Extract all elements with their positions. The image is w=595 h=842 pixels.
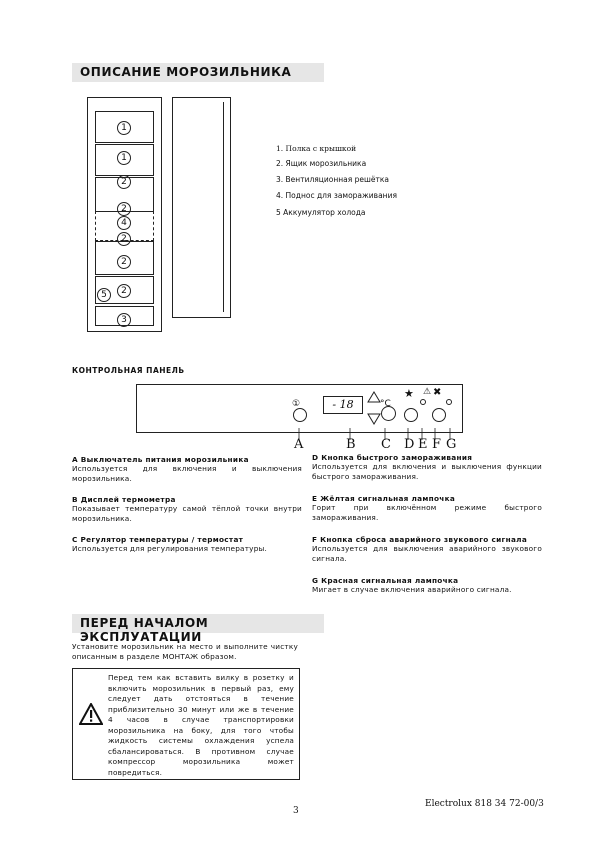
control-panel-diagram — [136, 384, 463, 433]
callout-number: 4 — [117, 216, 131, 230]
item-description: Используется для регулирования температуры. — [72, 544, 268, 553]
item-heading: E Жёлтая сигнальная лампочка — [312, 494, 456, 503]
power-symbol: ① — [292, 399, 301, 409]
label-f: F — [432, 437, 442, 452]
label-d: D — [404, 437, 415, 452]
alarm-reset-button — [432, 408, 446, 422]
legend-item: 1. Полка с крышкой — [276, 144, 357, 153]
section-banner-description — [72, 63, 324, 82]
label-e: E — [418, 437, 428, 452]
item-description: Используется для включения и выключения морозильника. — [72, 464, 302, 483]
callout-number: 1 — [117, 121, 131, 135]
section-title: ПЕРЕД НАЧАЛОМ ЭКСПЛУАТАЦИИ — [80, 616, 209, 644]
callout-number: 2 — [117, 255, 131, 269]
item-heading: D Кнопка быстрого замораживания — [312, 453, 473, 462]
legend-item: 2. Ящик морозильника — [276, 159, 367, 168]
yellow-lamp-icon — [420, 399, 426, 405]
thermometer-display: - 18 — [323, 396, 363, 414]
freezer-diagram — [87, 97, 162, 332]
callout-number: 2 — [117, 284, 131, 298]
item-heading: A Выключатель питания морозильника — [72, 455, 249, 464]
legend-item: 4. Поднос для замораживания — [276, 191, 397, 200]
section-title: ОПИСАНИЕ МОРОЗИЛЬНИКА — [80, 65, 292, 79]
item-heading: B Дисплей термометра — [72, 495, 176, 504]
warning-box — [72, 668, 300, 780]
control-panel-title: КОНТРОЛЬНАЯ ПАНЕЛЬ — [72, 366, 185, 375]
callout-number: 5 — [97, 288, 111, 302]
fast-freeze-button — [404, 408, 418, 422]
item-heading: F Кнопка сброса аварийного звукового сигнала — [312, 535, 528, 544]
footer-brand: Electrolux 818 34 72-00/3 — [425, 799, 544, 809]
door-inner-panel — [178, 102, 224, 312]
warning-triangle-icon — [79, 703, 103, 725]
section-banner-before-use — [72, 614, 324, 644]
callout-number: 3 — [117, 313, 131, 327]
label-c: C — [381, 437, 391, 452]
callout-number: 2 — [117, 202, 131, 216]
items-left-column — [72, 455, 302, 554]
item-description: Показывает температуру самой тёплой точки внутри морозильника. — [72, 504, 302, 523]
item-description: Используется для выключения аварийного звукового сигнала. — [312, 544, 542, 563]
page-number: 3 — [293, 806, 299, 816]
item-description: Используется для включения и выключения функции быстрого замораживания. — [312, 462, 542, 481]
callout-number: 2 — [117, 175, 131, 189]
alarm-warning-icon: ⚠ — [423, 387, 432, 397]
item-description: Горит при включённом режиме быстрого замораживания. — [312, 503, 542, 522]
legend-item: 5 Аккумулятор холода — [276, 208, 366, 217]
label-b: B — [346, 437, 356, 452]
freezer-door-diagram — [172, 97, 231, 318]
red-lamp-icon — [446, 399, 452, 405]
power-switch — [293, 408, 307, 422]
legend-item: 3. Вентиляционная решётка — [276, 175, 389, 184]
label-g: G — [446, 437, 457, 452]
alarm-mute-icon: ✖ — [433, 387, 442, 398]
items-right-column — [312, 453, 542, 595]
fast-freeze-star-icon: ★ — [404, 387, 414, 400]
callout-number: 1 — [117, 151, 131, 165]
warning-text: Перед тем как вставить вилку в розетку и включить морозильник в первый раз, ему следует дать отстояться в течение приблизительно 30 минут или же в течение 4 часов в случае транспортировки морозильника на боку, для того чтобы жидкость системы охлаждения успела сбалансироваться. В противном случае компрессор морозильника может повредиться. — [108, 673, 294, 777]
item-description: Мигает в случае включения аварийного сигнала. — [312, 585, 512, 594]
celsius-unit: °C — [380, 399, 391, 409]
intro-paragraph: Установите морозильник на место и выполните чистку описанным в разделе МОНТАЖ образом. — [72, 642, 298, 661]
item-heading: C Регулятор температуры / термостат — [72, 535, 244, 544]
label-a: A — [294, 437, 304, 452]
callout-number: 2 — [117, 232, 131, 246]
temperature-knob — [381, 406, 396, 421]
item-heading: G Красная сигнальная лампочка — [312, 576, 459, 585]
